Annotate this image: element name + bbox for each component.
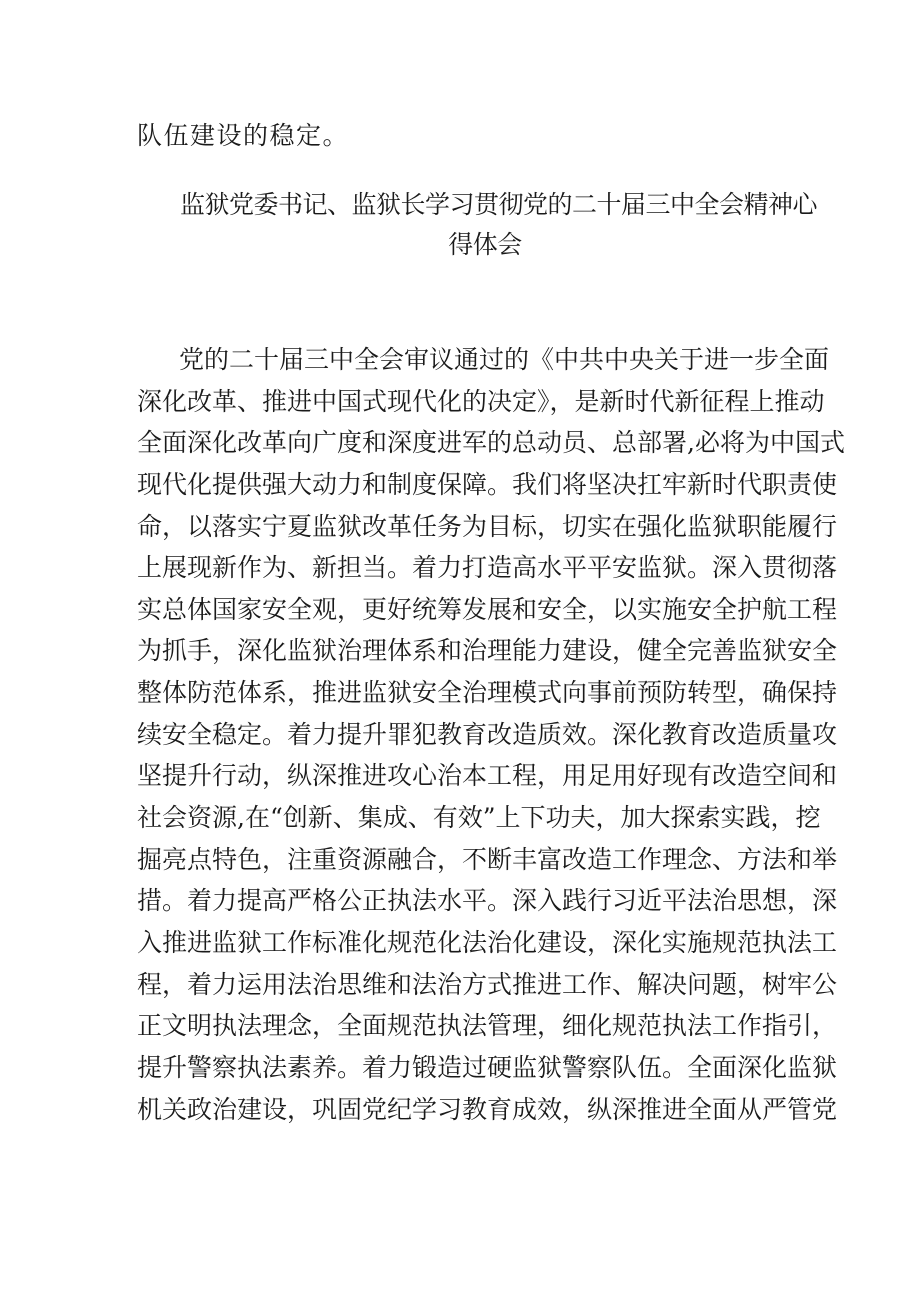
body-line: 掘亮点特色，注重资源融合，不断丰富改造工作理念、方法和举 bbox=[137, 844, 838, 874]
body-line: 为抓手，深化监狱治理体系和治理能力建设，健全完善监狱安全 bbox=[137, 636, 838, 666]
body-line: 入推进监狱工作标准化规范化法治化建设，深化实施规范执法工 bbox=[137, 927, 838, 957]
body-line: 整体防范体系，推进监狱安全治理模式向事前预防转型，确保持 bbox=[137, 678, 838, 708]
article-title bbox=[180, 185, 818, 265]
body-line: 实总体国家安全观，更好统筹发展和安全，以实施安全护航工程 bbox=[137, 594, 838, 624]
previous-paragraph-end: 队伍建设的稳定。 bbox=[137, 121, 350, 150]
body-line: 坚提升行动，纵深推进攻心治本工程，用足用好现有改造空间和 bbox=[137, 761, 838, 791]
body-line: 社会资源,在“创新、集成、有效”上下功夫，加大探索实践，挖 bbox=[137, 803, 821, 833]
article-title-line: 得体会 bbox=[448, 230, 522, 259]
body-line: 正文明执法理念，全面规范执法管理，细化规范执法工作指引， bbox=[137, 1011, 838, 1041]
body-line: 提升警察执法素养。着力锻造过硬监狱警察队伍。全面深化监狱 bbox=[137, 1052, 838, 1082]
article-title-line: 监狱党委书记、监狱长学习贯彻党的二十届三中全会精神心 bbox=[180, 190, 818, 219]
body-line: 现代化提供强大动力和制度保障。我们将坚决扛牢新时代职责使 bbox=[137, 469, 838, 499]
body-line: 深化改革、推进中国式现代化的决定》，是新时代新征程上推动 bbox=[137, 386, 825, 416]
body-line: 措。着力提高严格公正执法水平。深入践行习近平法治思想，深 bbox=[137, 886, 838, 916]
body-line: 机关政治建设，巩固党纪学习教育成效，纵深推进全面从严管党 bbox=[137, 1094, 838, 1124]
body-line: 党的二十届三中全会审议通过的《中共中央关于进一步全面 bbox=[179, 345, 830, 374]
article-body bbox=[137, 339, 845, 1130]
body-line: 程，着力运用法治思维和法治方式推进工作、解决问题，树牢公 bbox=[137, 969, 838, 999]
body-line: 命，以落实宁夏监狱改革任务为目标，切实在强化监狱职能履行 bbox=[137, 511, 838, 541]
body-line: 上展现新作为、新担当。着力打造高水平平安监狱。深入贯彻落 bbox=[137, 553, 838, 583]
body-line: 全面深化改革向广度和深度进军的总动员、总部署,必将为中国式 bbox=[137, 428, 845, 458]
body-line: 续安全稳定。着力提升罪犯教育改造质效。深化教育改造质量攻 bbox=[137, 719, 838, 749]
